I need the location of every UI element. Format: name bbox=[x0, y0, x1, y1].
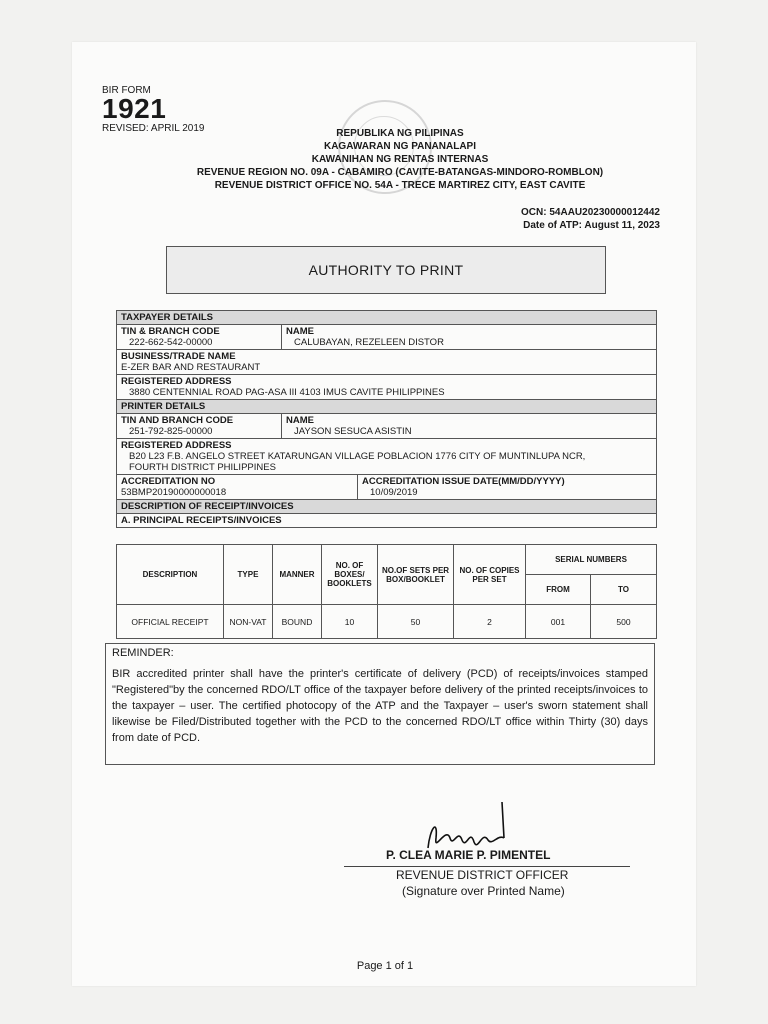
col-serial-numbers: SERIAL NUMBERS bbox=[526, 545, 657, 575]
printer-address-line2: FOURTH DISTRICT PHILIPPINES bbox=[129, 462, 276, 473]
signatory-subtitle: (Signature over Printed Name) bbox=[402, 884, 565, 898]
taxpayer-tin-label: TIN & BRANCH CODE bbox=[121, 326, 220, 337]
reminder-box bbox=[105, 643, 655, 765]
table-row bbox=[117, 605, 657, 639]
printer-address-label: REGISTERED ADDRESS bbox=[121, 440, 232, 451]
printer-section-title: PRINTER DETAILS bbox=[117, 400, 657, 414]
header-line-4: REVENUE REGION NO. 09A - CABAMIRO (CAVITE-BATANGAS-MINDORO-ROMBLON) bbox=[196, 167, 604, 178]
printer-tin-cell bbox=[117, 414, 282, 439]
taxpayer-name-value: CALUBAYAN, REZELEEN DISTOR bbox=[294, 337, 444, 348]
col-manner: MANNER bbox=[273, 545, 322, 605]
reminder-title: REMINDER: bbox=[112, 647, 174, 659]
business-cell bbox=[117, 350, 657, 375]
printer-address-cell bbox=[117, 439, 657, 475]
signature-line bbox=[344, 866, 630, 867]
taxpayer-address-label: REGISTERED ADDRESS bbox=[121, 376, 232, 387]
taxpayer-tin-cell bbox=[117, 325, 282, 350]
row-description: OFFICIAL RECEIPT bbox=[117, 605, 224, 639]
col-description: DESCRIPTION bbox=[117, 545, 224, 605]
col-sets: NO.OF SETS PER BOX/BOOKLET bbox=[378, 545, 454, 605]
printer-address-line1: B20 L23 F.B. ANGELO STREET KATARUNGAN VILLAGE POBLACION 1776 CITY OF MUNTINLUPA NCR, bbox=[129, 451, 586, 462]
col-copies: NO. OF COPIES PER SET bbox=[454, 545, 526, 605]
form-revised: REVISED: APRIL 2019 bbox=[102, 123, 205, 134]
ocn-number: OCN: 54AAU20230000012442 bbox=[521, 207, 660, 218]
header-line-1: REPUBLIKA NG PILIPINAS bbox=[336, 128, 464, 139]
row-serial-from: 001 bbox=[526, 605, 591, 639]
form-label: BIR FORM bbox=[102, 85, 151, 96]
printer-tin-value: 251-792-825-00000 bbox=[129, 426, 213, 437]
business-value: E-ZER BAR AND RESTAURANT bbox=[121, 362, 261, 373]
accreditation-date-cell bbox=[358, 475, 657, 500]
receipts-table bbox=[116, 544, 657, 639]
row-serial-to: 500 bbox=[591, 605, 657, 639]
form-number: 1921 bbox=[102, 93, 167, 124]
col-type: TYPE bbox=[224, 545, 273, 605]
taxpayer-name-cell bbox=[282, 325, 657, 350]
receipts-subsection-title: A. PRINCIPAL RECEIPTS/INVOICES bbox=[117, 514, 657, 528]
accreditation-value: 53BMP20190000000018 bbox=[121, 487, 227, 498]
row-sets: 50 bbox=[378, 605, 454, 639]
col-serial-from: FROM bbox=[526, 575, 591, 605]
taxpayer-section-title: TAXPAYER DETAILS bbox=[117, 311, 657, 325]
accreditation-cell bbox=[117, 475, 358, 500]
taxpayer-tin-value: 222-662-542-00000 bbox=[129, 337, 213, 348]
header-line-2: KAGAWARAN NG PANANALAPI bbox=[323, 141, 477, 152]
receipts-section-title: DESCRIPTION OF RECEIPT/INVOICES bbox=[117, 500, 657, 514]
reminder-text: BIR accredited printer shall have the printer's certificate of delivery (PCD) of receipts/invoices stamped "Registered"by the concerned RDO/LT office of the taxpayer before delivery of the printed receipts/invoices to the taxpayer – user. The certified photocopy of the ATP and the Taxpayer – user's sworn statement shall likewise be Filed/Distributed together with the PCD to the concerned RDO/LT office within Thirty (30) days from date of PCD. bbox=[112, 668, 648, 744]
col-serial-to: TO bbox=[591, 575, 657, 605]
signatory-name: P. CLEA MARIE P. PIMENTEL bbox=[386, 848, 551, 862]
taxpayer-address-cell bbox=[117, 375, 657, 400]
col-boxes: NO. OF BOXES/ BOOKLETS bbox=[322, 545, 378, 605]
taxpayer-address-value: 3880 CENTENNIAL ROAD PAG-ASA III 4103 IMUS CAVITE PHILIPPINES bbox=[129, 387, 445, 398]
header-line-5: REVENUE DISTRICT OFFICE NO. 54A - TRECE MARTIREZ CITY, EAST CAVITE bbox=[214, 180, 586, 191]
printer-tin-label: TIN AND BRANCH CODE bbox=[121, 415, 234, 426]
printer-name-label: NAME bbox=[286, 415, 314, 426]
atp-date: Date of ATP: August 11, 2023 bbox=[523, 220, 660, 231]
accreditation-date-value: 10/09/2019 bbox=[370, 487, 418, 498]
accreditation-label: ACCREDITATION NO bbox=[121, 476, 216, 487]
row-type: NON-VAT bbox=[224, 605, 273, 639]
taxpayer-name-label: NAME bbox=[286, 326, 314, 337]
accreditation-date-label: ACCREDITATION ISSUE DATE(MM/DD/YYYY) bbox=[362, 476, 565, 487]
printer-name-cell bbox=[282, 414, 657, 439]
row-manner: BOUND bbox=[273, 605, 322, 639]
page-number: Page 1 of 1 bbox=[356, 960, 414, 972]
details-table bbox=[116, 310, 657, 528]
row-boxes: 10 bbox=[322, 605, 378, 639]
printer-name-value: JAYSON SESUCA ASISTIN bbox=[294, 426, 412, 437]
business-label: BUSINESS/TRADE NAME bbox=[121, 351, 236, 362]
row-copies: 2 bbox=[454, 605, 526, 639]
header-line-3: KAWANIHAN NG RENTAS INTERNAS bbox=[311, 154, 489, 165]
signatory-title: REVENUE DISTRICT OFFICER bbox=[396, 868, 569, 882]
ocn-block bbox=[470, 206, 660, 232]
page-title: AUTHORITY TO PRINT bbox=[166, 246, 606, 294]
